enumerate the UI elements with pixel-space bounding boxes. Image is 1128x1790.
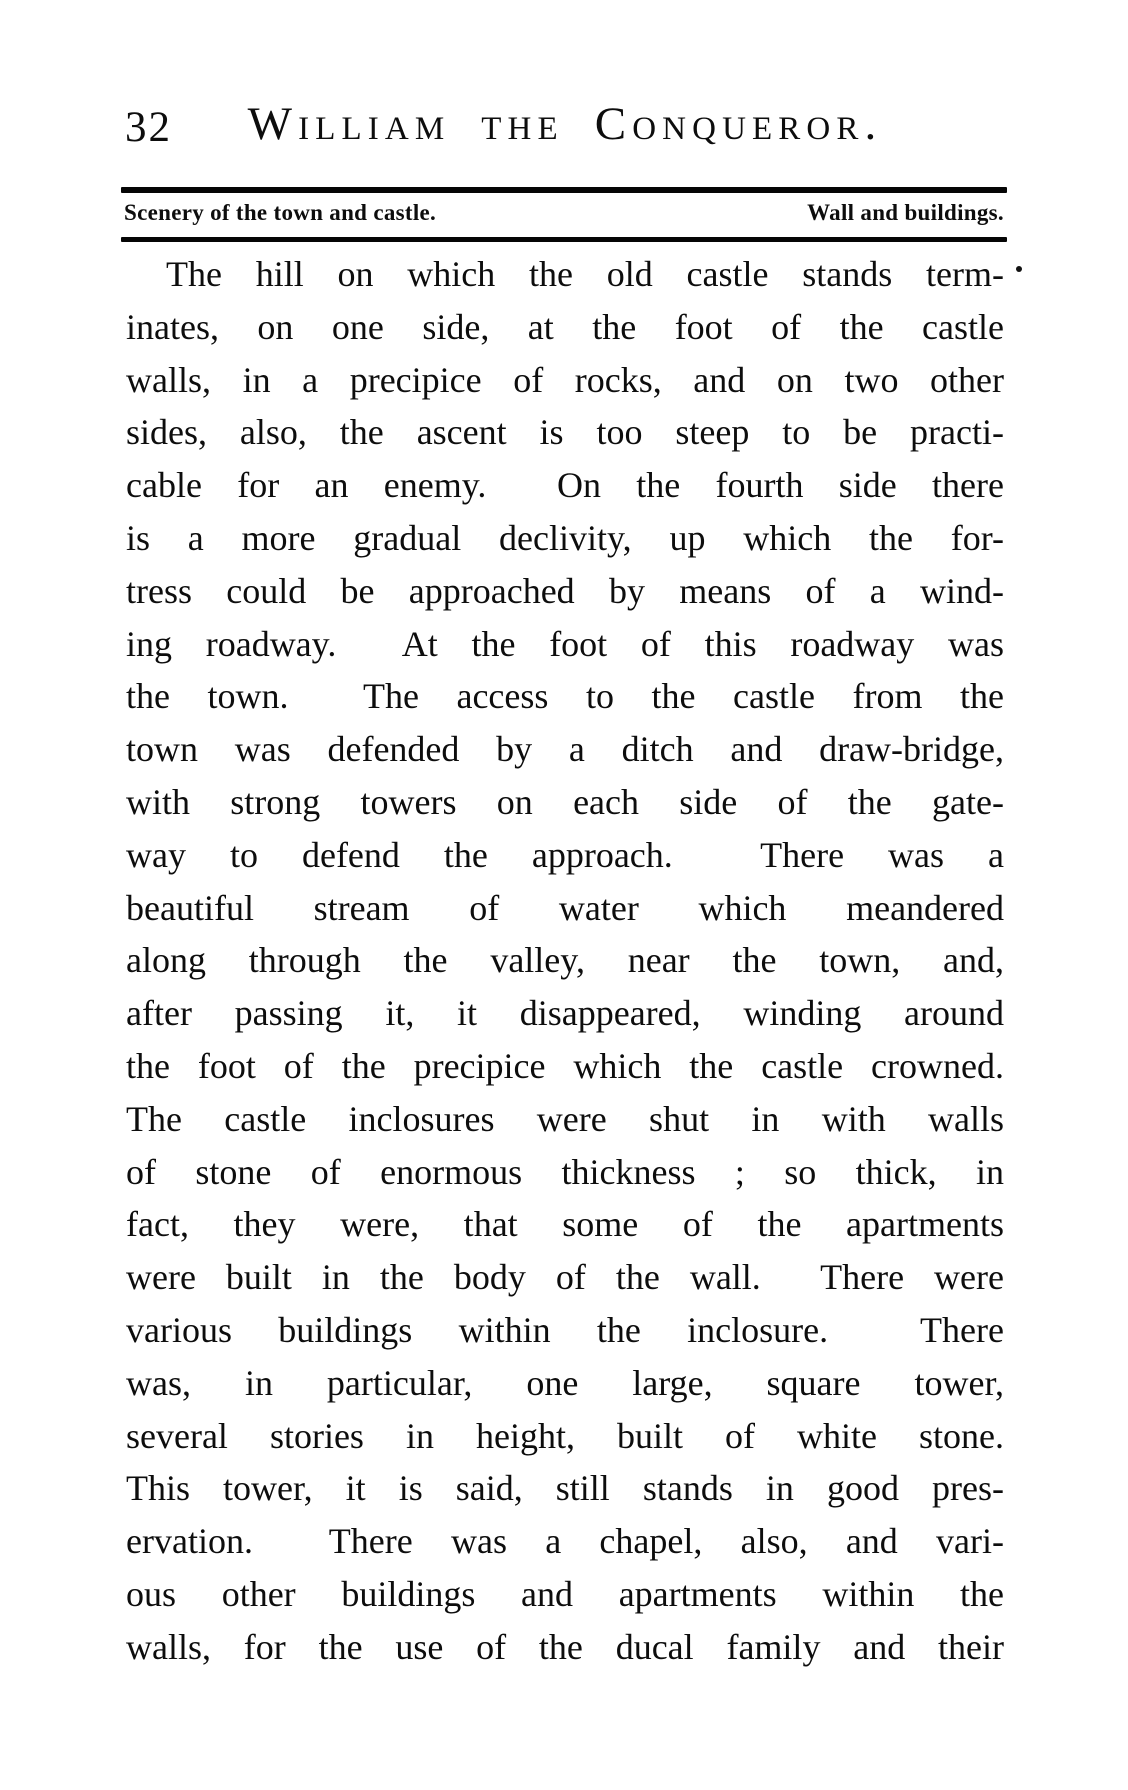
sidehead-left: Scenery of the town and castle. (124, 200, 437, 225)
body-text (126, 248, 1004, 1674)
body-line: along through the valley, near the town, and, (126, 940, 1004, 981)
body-line: sides, also, the ascent is too steep to be practi- (126, 412, 1004, 453)
body-line: inates, on one side, at the foot of the castle (126, 306, 1004, 347)
sidehead-row (124, 200, 1004, 226)
body-line: way to defend the approach. There was a (126, 834, 1004, 875)
body-line: The castle inclosures were shut in with walls (126, 1098, 1004, 1139)
body-line: fact, they were, that some of the apartments (126, 1204, 1004, 1245)
body-line: town was defended by a ditch and draw-bridge, (126, 729, 1004, 770)
body-line: the town. The access to the castle from the (126, 676, 1004, 717)
body-line: beautiful stream of water which meandered (126, 887, 1004, 928)
body-line: walls, in a precipice of rocks, and on two other (126, 359, 1004, 400)
body-line: of stone of enormous thickness ; so thick, in (126, 1151, 1004, 1192)
body-line: the foot of the precipice which the castle crowned. (126, 1045, 1004, 1086)
body-line: tress could be approached by means of a wind- (126, 570, 1004, 611)
header-rule-top (121, 187, 1007, 193)
body-line: various buildings within the inclosure. There (126, 1309, 1004, 1350)
header-rule-bottom (121, 237, 1007, 242)
body-line: with strong towers on each side of the gate- (126, 781, 1004, 822)
page-number: 32 (125, 104, 172, 151)
body-line: ing roadway. At the foot of this roadway was (126, 623, 1004, 664)
body-line: walls, for the use of the ducal family and their (126, 1626, 1004, 1667)
body-line: ervation. There was a chapel, also, and vari- (126, 1521, 1004, 1562)
body-line: were built in the body of the wall. There were (126, 1257, 1004, 1298)
body-line: was, in particular, one large, square tower, (126, 1362, 1004, 1403)
body-line: cable for an enemy. On the fourth side there (126, 465, 1004, 506)
body-line: This tower, it is said, still stands in good pres- (126, 1468, 1004, 1509)
running-title: William the Conqueror. (247, 98, 883, 150)
body-line: after passing it, it disappeared, winding around (126, 993, 1004, 1034)
body-line: several stories in height, built of white stone. (126, 1415, 1004, 1456)
body-line: The hill on which the old castle stands term- (166, 254, 1004, 294)
scan-speck (1016, 266, 1022, 272)
body-line: ous other buildings and apartments within the (126, 1573, 1004, 1614)
body-line: is a more gradual declivity, up which the for- (126, 517, 1004, 558)
sidehead-right: Wall and buildings. (807, 200, 1004, 225)
